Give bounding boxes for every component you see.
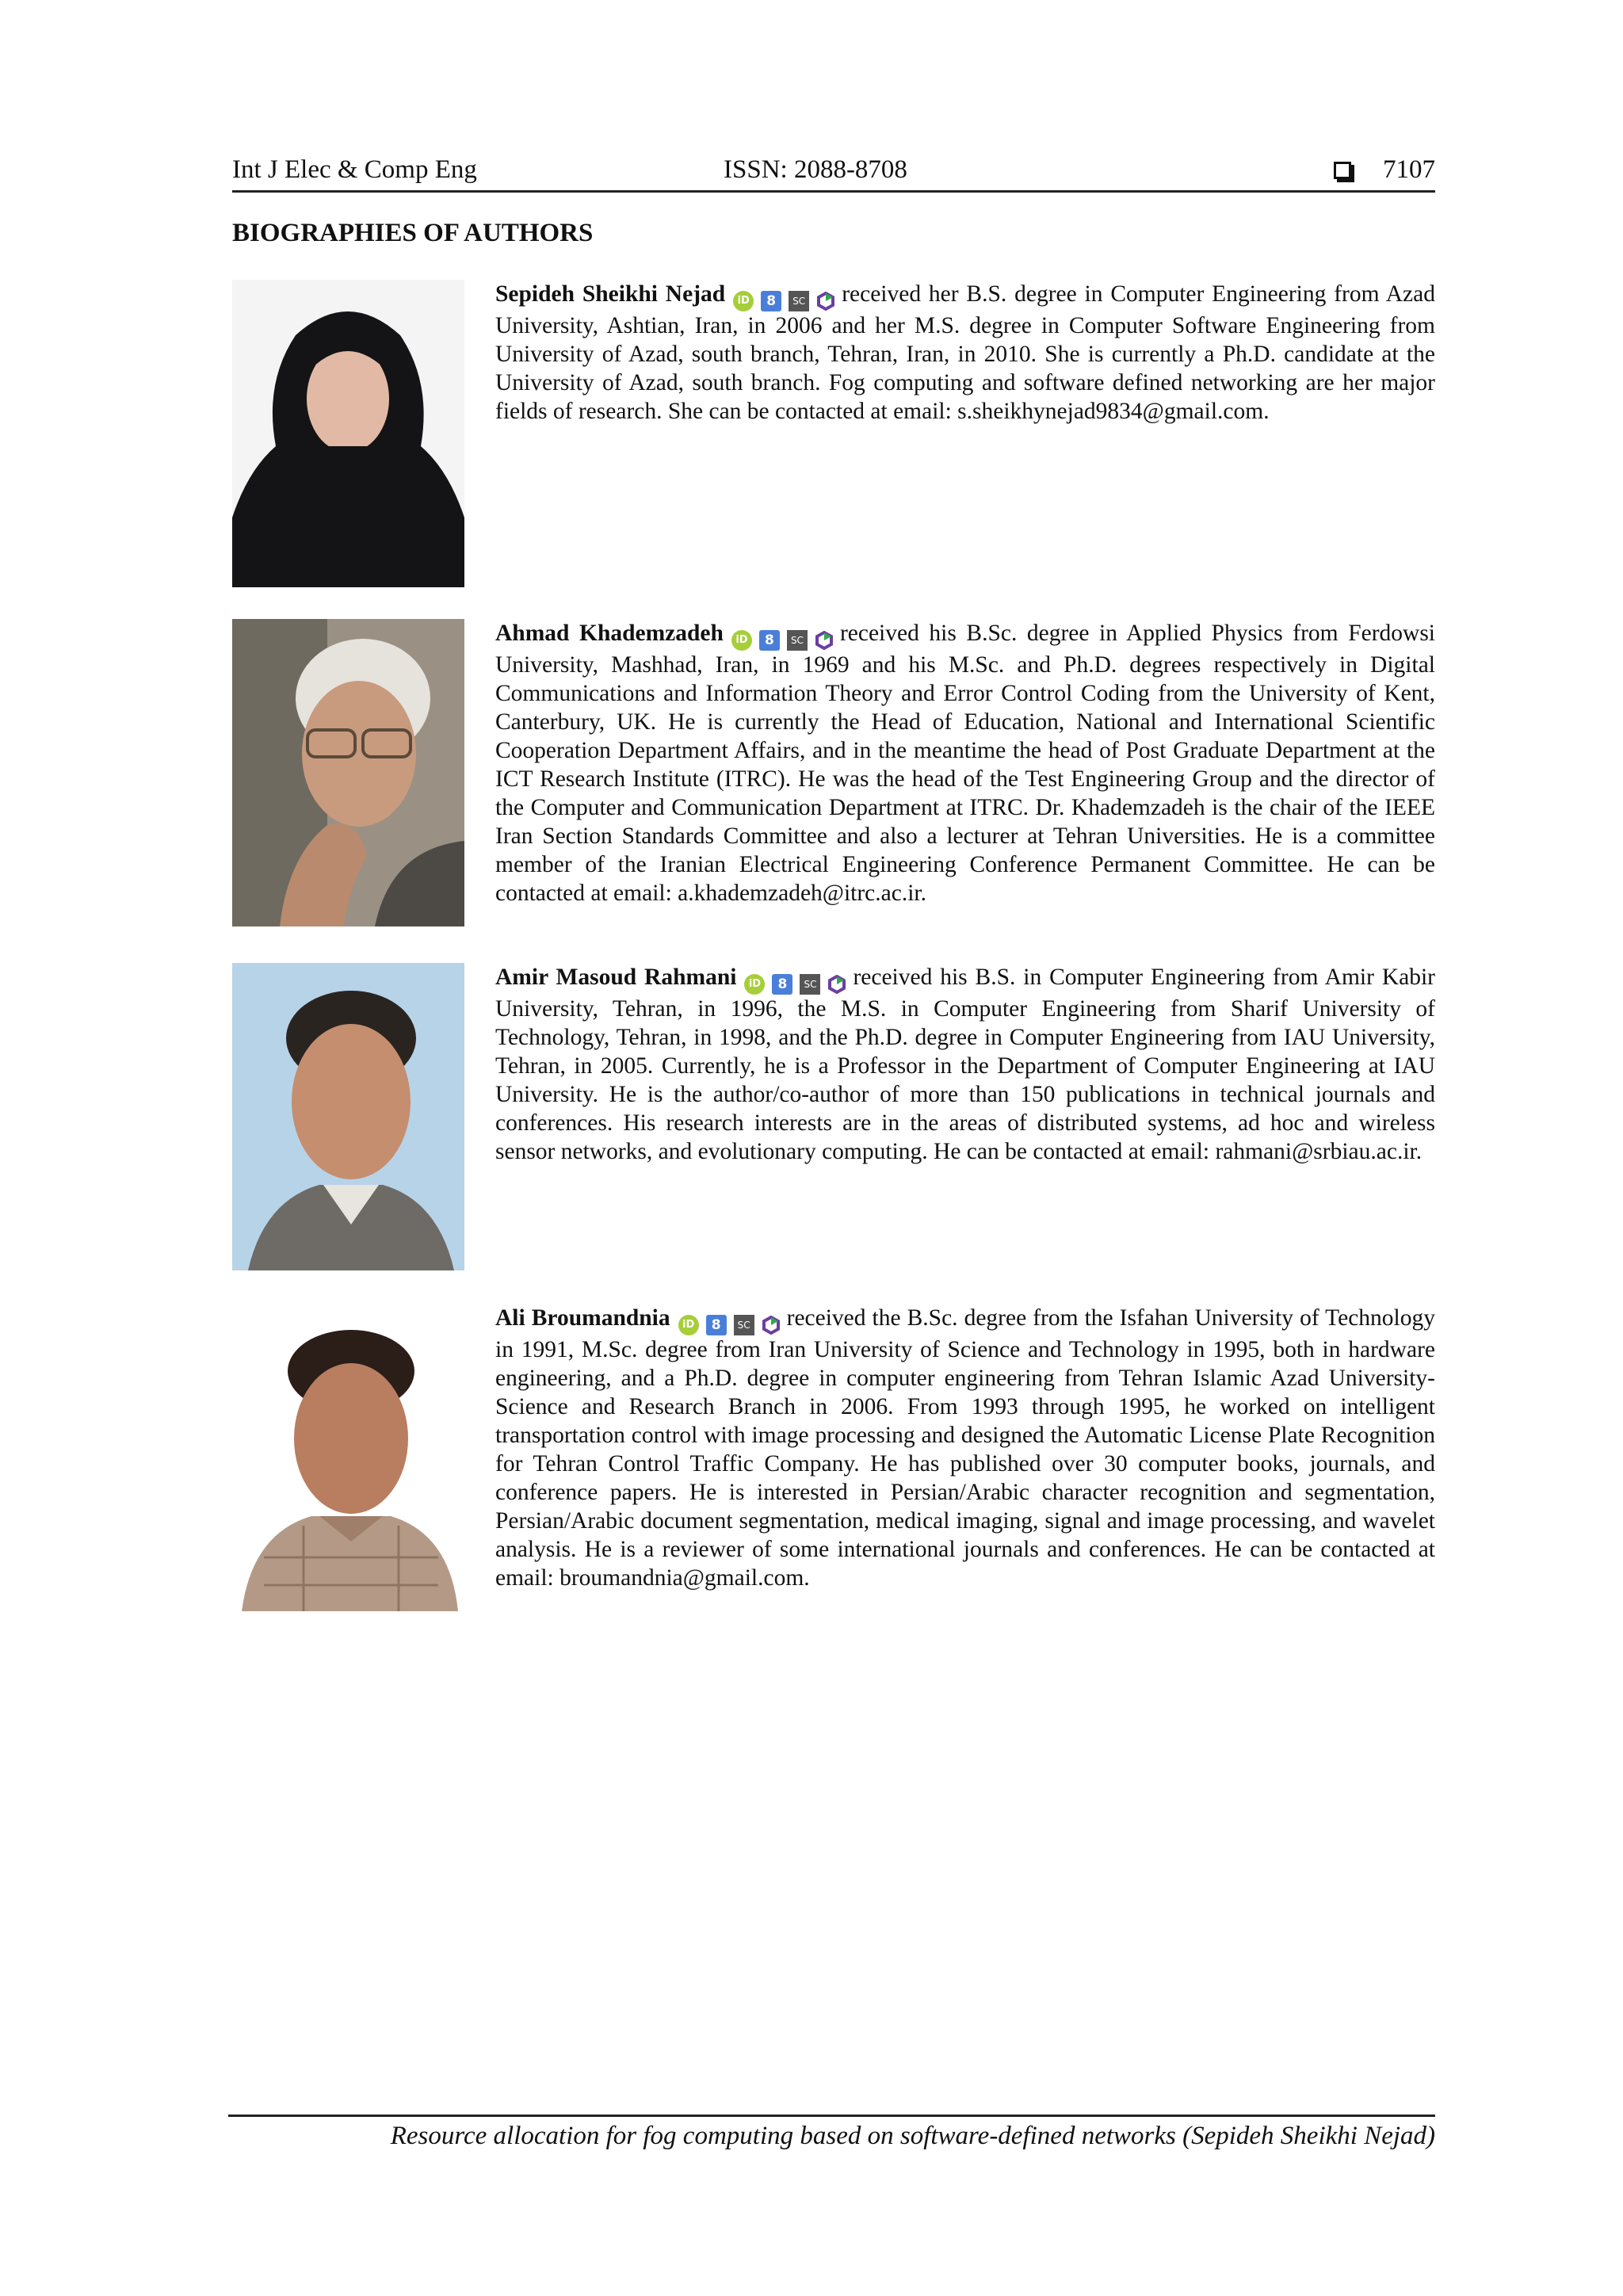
- orcid-icon[interactable]: iD: [744, 974, 765, 995]
- footer-running-title: Resource allocation for fog computing based on software-defined networks (Sepideh Sheikhi Nejad): [390, 2122, 1435, 2150]
- author-photo: [232, 280, 464, 587]
- web-of-science-icon[interactable]: [815, 631, 834, 650]
- web-of-science-icon[interactable]: [816, 292, 835, 311]
- orcid-icon[interactable]: iD: [678, 1315, 699, 1335]
- scopus-icon[interactable]: SC: [734, 1315, 754, 1335]
- profile-icons: [731, 630, 834, 651]
- google-scholar-icon[interactable]: 8: [706, 1315, 727, 1335]
- scopus-icon[interactable]: SC: [787, 630, 808, 651]
- author-bio-text: received his B.Sc. degree in Applied Physics from Ferdowsi University, Mashhad, Iran, in 1969 and his M.Sc. and Ph.D. degrees respectively in Digital Communications and Information Theory and Error Control Coding from the University of Kent, Canterbury, UK. He is currently the Head of Education, National and International Scientific Cooperation Department Affairs, and in the meantime the head of Post Graduate Department at the ICT Research Institute (ITRC). He was the head of the Test Engineering Group and the director of the Computer and Communication Department at ITRC. Dr. Khademzadeh is the chair of the IEEE Iran Section Standards Committee and also a lecturer at Tehran Universities. He is a committee member of the Iranian Electrical Engineering Conference Permanent Committee. He can be contacted at email: a.khademzadeh@itrc.ac.ir.: [495, 621, 1435, 906]
- author-photo: [232, 619, 464, 926]
- author-bio: [495, 963, 1435, 1166]
- web-of-science-icon[interactable]: [827, 975, 846, 994]
- author-photo: [232, 1304, 464, 1611]
- scopus-icon[interactable]: SC: [800, 974, 820, 995]
- profile-icons: [744, 974, 846, 995]
- profile-icons: [733, 291, 835, 311]
- running-header: [232, 155, 1435, 193]
- google-scholar-icon[interactable]: 8: [761, 291, 781, 311]
- scopus-icon[interactable]: SC: [789, 291, 809, 311]
- portrait-man-plaid-shirt: [232, 1304, 464, 1611]
- section-title: BIOGRAPHIES OF AUTHORS: [232, 219, 594, 247]
- author-bio: [495, 619, 1435, 907]
- orcid-icon[interactable]: iD: [733, 291, 754, 311]
- author-bio-text: received her B.S. degree in Computer Engineering from Azad University, Ashtian, Iran, in 2006 and her M.S. degree in Computer Software Engineering from University of Azad, south branch, Tehran, Iran, in 2010. She is currently a Ph.D. candidate at the University of Azad, south branch. Fog computing and software defined networking are her major fields of research. She can be contacted at email: s.sheikhynejad9834@gmail.com.: [495, 281, 1435, 424]
- box-bullet-icon: [1334, 162, 1351, 179]
- author-name: Ahmad Khademzadeh: [495, 621, 724, 646]
- page-number-group: [1334, 155, 1435, 185]
- author-bio-text: received the B.Sc. degree from the Isfahan University of Technology in 1991, M.Sc. degree from Iran University of Science and Technology in 1995, both in hardware engineering, and a Ph.D. degree in computer engineering from Tehran Islamic Azad University-Science and Research Branch in 2006. From 1993 through 1995, he worked on intelligent transportation control with image processing and designed the Automatic License Plate Recognition for Tehran Control Traffic Company. He has published over 30 computer books, journals, and conference papers. He is interested in Persian/Arabic character recognition and segmentation, Persian/Arabic document segmentation, medical imaging, signal and image processing, and wavelet analysis. He is a reviewer of some international journals and conferences. He can be contacted at email: broumandnia@gmail.com.: [495, 1305, 1435, 1591]
- author-bio: [495, 1304, 1435, 1592]
- running-footer: [228, 2115, 1435, 2151]
- portrait-man-blue-background: [232, 963, 464, 1270]
- google-scholar-icon[interactable]: 8: [772, 974, 792, 995]
- web-of-science-icon[interactable]: [762, 1316, 781, 1335]
- page-number: 7107: [1383, 155, 1435, 184]
- author-bio-text: received his B.S. in Computer Engineering from Amir Kabir University, Tehran, in 1996, the M.S. in Computer Engineering from Sharif University of Technology, Tehran, in 1998, and the Ph.D. degree in Computer Engineering from IAU University, Tehran, in 2005. Currently, he is a Professor in the Department of Computer Engineering at IAU University. He is the author/co-author of more than 150 publications in technical journals and conferences. His research interests are in the areas of distributed systems, ad hoc and wireless sensor networks, and evolutionary computing. He can be contacted at email: rahmani@srbiau.ac.ir.: [495, 965, 1435, 1164]
- orcid-icon[interactable]: iD: [731, 630, 752, 651]
- author-name: Sepideh Sheikhi Nejad: [495, 281, 726, 307]
- issn: ISSN: 2088-8708: [724, 155, 907, 184]
- portrait-woman-hijab: [232, 280, 464, 587]
- author-photo: [232, 963, 464, 1270]
- author-bio: [495, 280, 1435, 426]
- profile-icons: [678, 1315, 781, 1335]
- author-name: Amir Masoud Rahmani: [495, 965, 737, 990]
- author-name: Ali Broumandnia: [495, 1305, 670, 1331]
- google-scholar-icon[interactable]: 8: [759, 630, 780, 651]
- portrait-elderly-man: [232, 619, 464, 926]
- journal-name: Int J Elec & Comp Eng: [232, 155, 477, 184]
